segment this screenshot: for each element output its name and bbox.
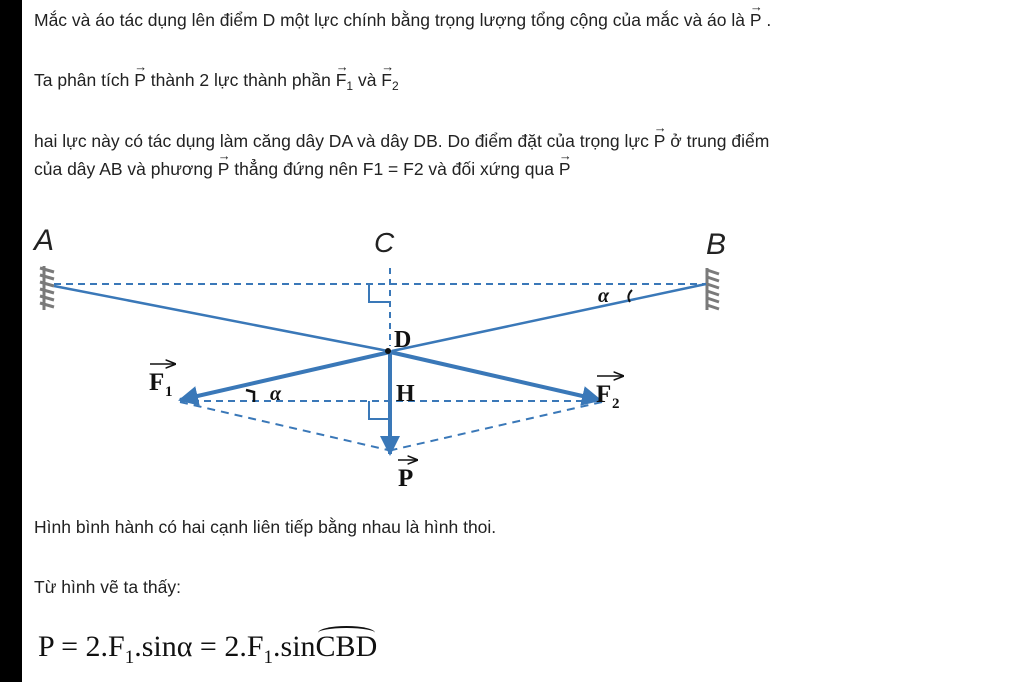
formula-part: .sinα = 2.F bbox=[134, 630, 264, 663]
label-h: H bbox=[396, 381, 415, 407]
label-alpha-left: α bbox=[270, 383, 282, 405]
formula-sub: 1 bbox=[263, 647, 274, 668]
subscript: 2 bbox=[392, 79, 399, 93]
label-f1-sub: 1 bbox=[165, 384, 173, 400]
vector-p: → P bbox=[218, 159, 230, 180]
text: thành 2 lực thành phần bbox=[145, 70, 336, 90]
text: Ta phân tích bbox=[34, 70, 135, 90]
text: thẳng đứng nên F1 = F2 và đối xứng qua bbox=[229, 159, 559, 179]
line-f1-p bbox=[180, 402, 388, 450]
text: ở trung điểm bbox=[665, 131, 770, 151]
formula-part: .sin bbox=[273, 630, 316, 663]
text: . bbox=[761, 10, 772, 30]
vector-f2: → F bbox=[381, 70, 392, 91]
text: của dây AB và phương bbox=[34, 159, 218, 179]
label-c: C bbox=[374, 227, 395, 258]
right-angle-h bbox=[369, 401, 388, 419]
rope-db bbox=[392, 284, 706, 351]
line-f2-p bbox=[392, 402, 602, 450]
label-f2: F bbox=[596, 381, 612, 408]
label-d: D bbox=[394, 327, 412, 353]
paragraph-5: Hình bình hành có hai cạnh liên tiếp bằng nhau là hình thoi. bbox=[34, 517, 497, 537]
label-p: P bbox=[398, 465, 414, 492]
vector-f1: → F bbox=[336, 70, 347, 91]
label-a: A bbox=[34, 224, 55, 257]
page bbox=[22, 0, 1024, 682]
wall-left bbox=[40, 266, 54, 310]
wall-right bbox=[707, 268, 719, 310]
rope-da bbox=[54, 286, 388, 351]
force-diagram bbox=[22, 218, 1022, 498]
vector-p: → P bbox=[559, 159, 571, 180]
vector-f2-arrow bbox=[390, 352, 600, 400]
paragraph-6: Từ hình vẽ ta thấy: bbox=[34, 577, 181, 597]
paragraph-2 bbox=[34, 70, 399, 93]
vector-p: → P bbox=[134, 70, 146, 91]
formula-part: P = 2.F bbox=[38, 630, 125, 663]
vector-f1-arrow bbox=[180, 352, 390, 400]
right-angle-c bbox=[369, 284, 390, 302]
paragraph-3 bbox=[34, 131, 769, 152]
vector-p: → P bbox=[654, 131, 666, 152]
formula-sub: 1 bbox=[124, 647, 135, 668]
vector-p: → P bbox=[750, 10, 762, 31]
formula-arc: CBD bbox=[315, 630, 378, 663]
point-d bbox=[385, 348, 391, 354]
text: hai lực này có tác dụng làm căng dây DA và dây DB. Do điểm đặt của trọng lực bbox=[34, 131, 654, 151]
text: Mắc và áo tác dụng lên điểm D một lực chính bằng trọng lượng tổng cộng của mắc và áo là bbox=[34, 10, 750, 30]
paragraph-1 bbox=[34, 10, 771, 31]
label-f1: F bbox=[149, 369, 165, 396]
formula bbox=[38, 630, 377, 669]
angle-mark-f1 bbox=[246, 390, 254, 402]
label-b: B bbox=[706, 228, 727, 261]
label-alpha-top: α bbox=[598, 285, 610, 307]
text: và bbox=[353, 70, 382, 90]
paragraph-4 bbox=[34, 159, 571, 180]
subscript: 1 bbox=[346, 79, 354, 93]
label-f2-sub: 2 bbox=[612, 396, 620, 412]
